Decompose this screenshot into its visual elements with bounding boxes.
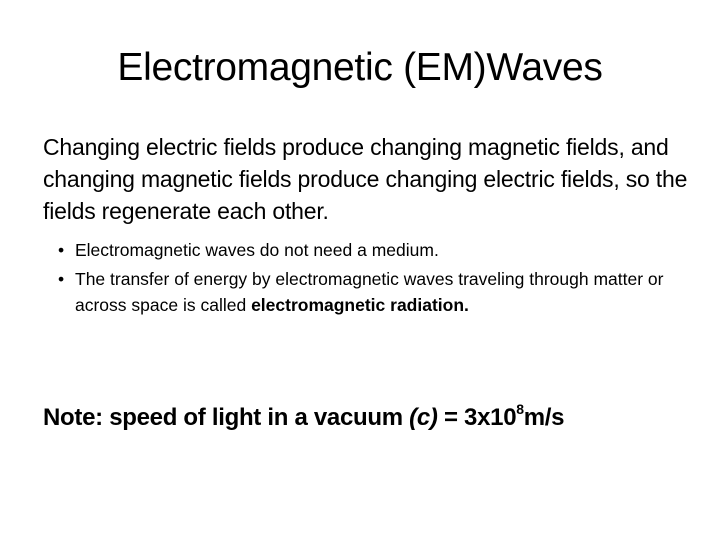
note-equals: = 3x10 <box>437 404 517 431</box>
bullet-text: The transfer of energy by electromagnetic waves traveling through matter or across space is called <box>75 269 664 315</box>
bullet-list <box>58 237 688 321</box>
note-unit: m/s <box>523 404 565 431</box>
bullet-bold-term: electromagnetic radiation. <box>251 295 469 315</box>
body-paragraph: Changing electric fields produce changing magnetic fields, and changing magnetic fields produce changing electric fields, so the fields regenerate each other. <box>43 134 688 224</box>
note-symbol: (c) <box>409 404 438 431</box>
slide-title: Electromagnetic (EM)Waves <box>117 46 603 89</box>
speed-of-light-note <box>43 400 713 436</box>
bullet-item <box>58 266 688 318</box>
bullet-marker: • <box>58 269 65 289</box>
note-prefix: Note: speed of light in a vacuum <box>43 404 410 431</box>
bullet-item <box>58 237 688 263</box>
bullet-marker: • <box>58 240 65 260</box>
bullet-text: Electromagnetic waves do not need a medium. <box>75 240 439 260</box>
note-exponent: 8 <box>516 401 524 417</box>
